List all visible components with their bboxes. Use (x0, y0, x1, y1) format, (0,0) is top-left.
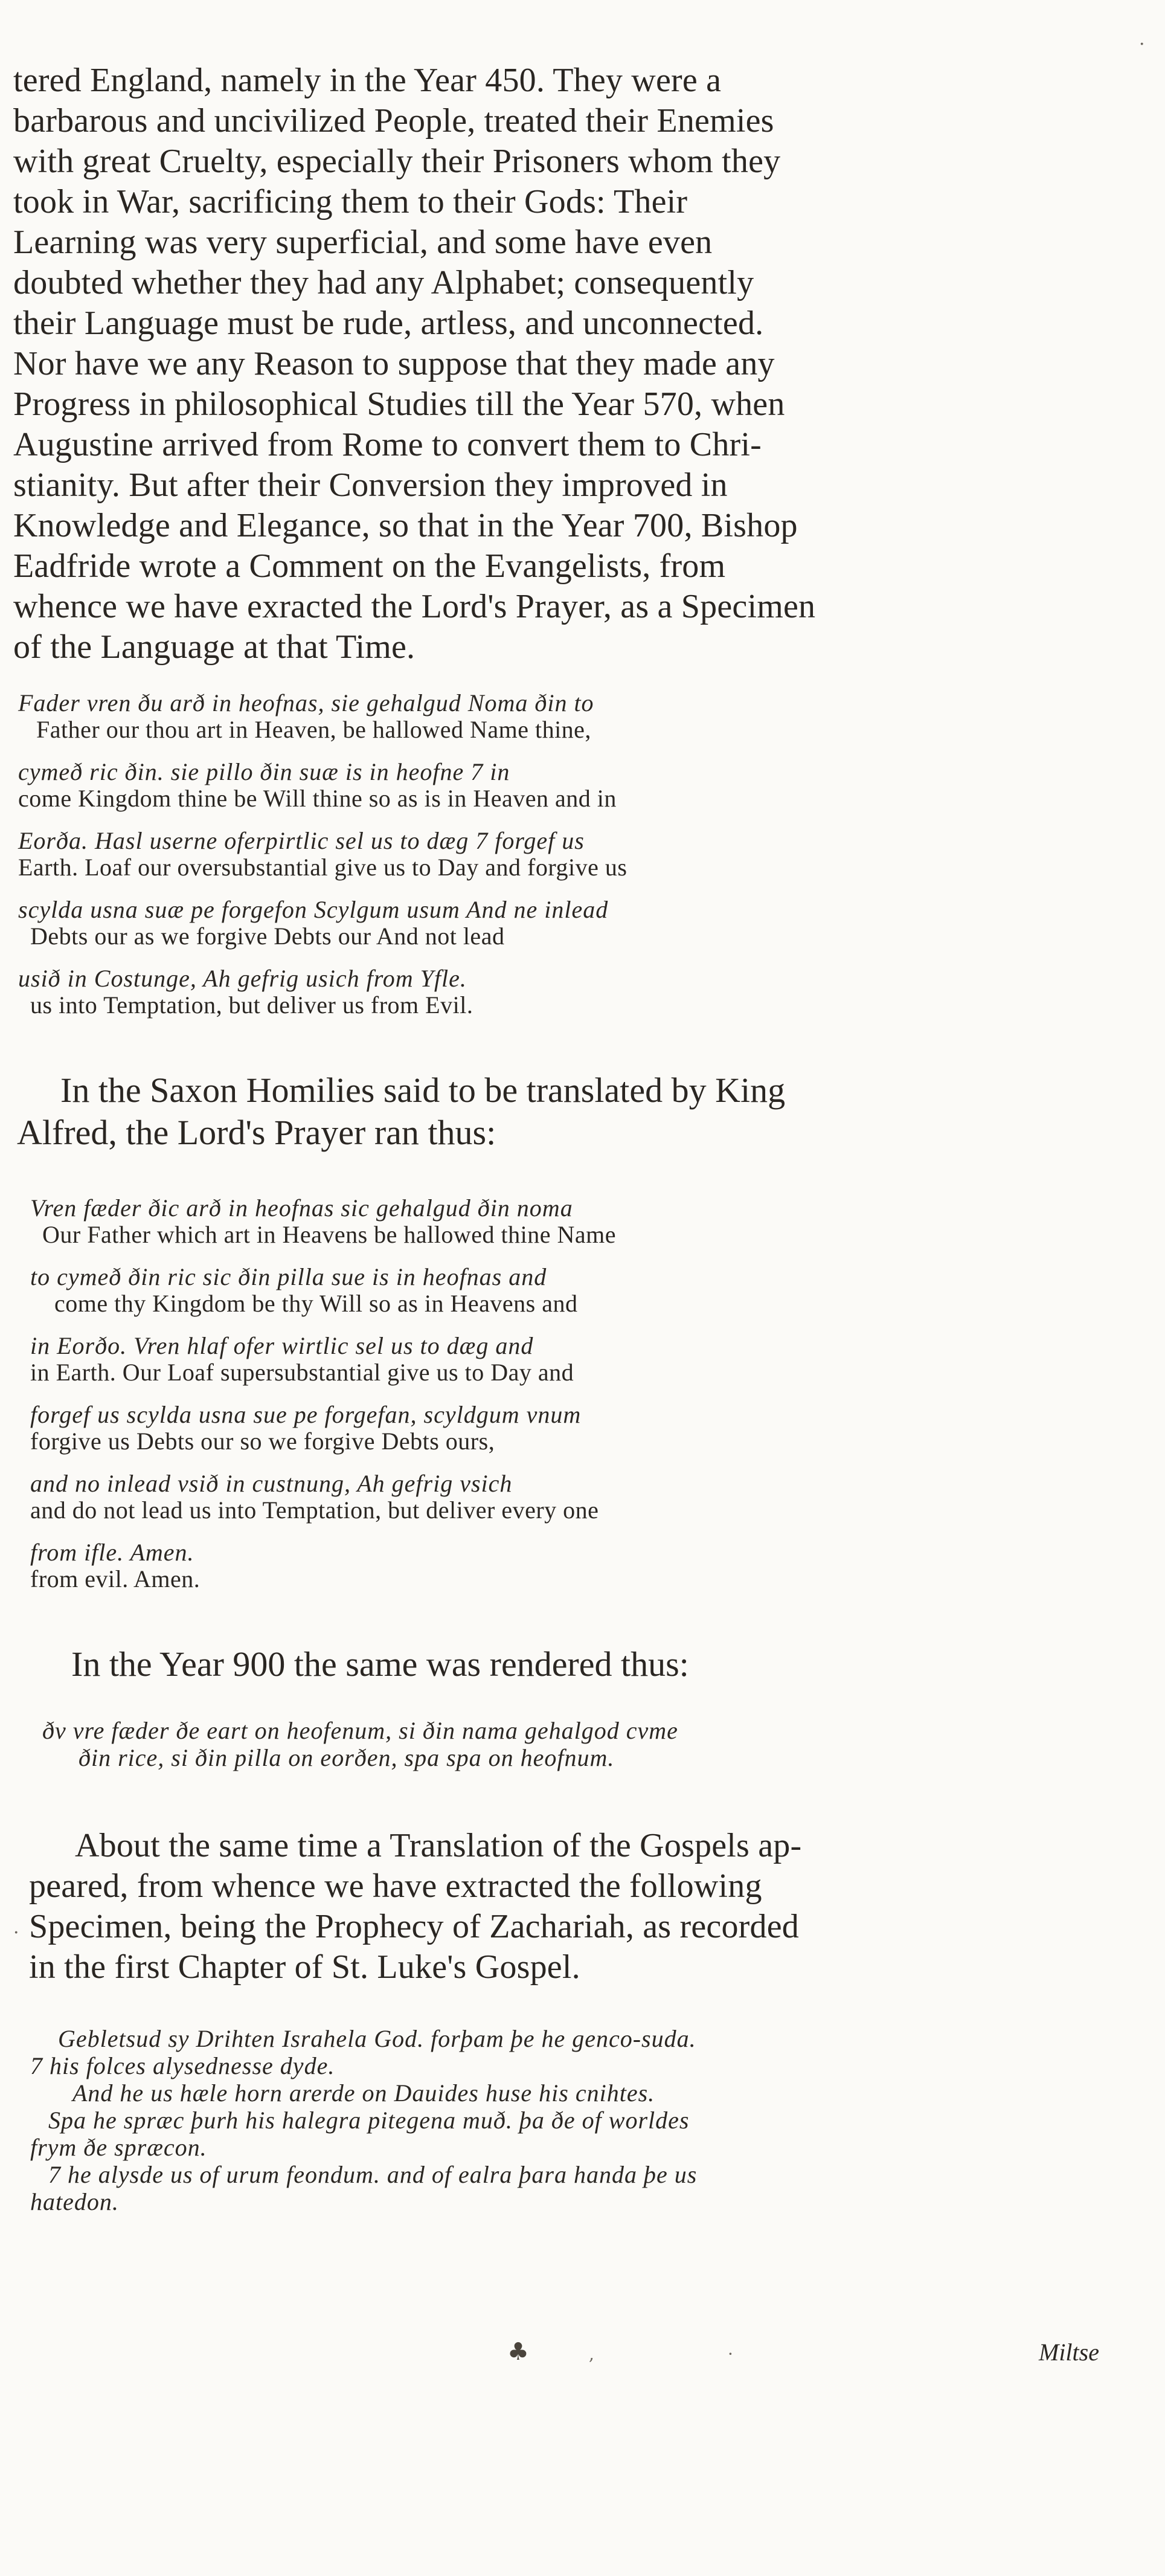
luke-specimen-text (30, 2025, 697, 2215)
intro-line: stianity. But after their Conversion they improved in (13, 466, 728, 504)
margin-dot: , (589, 2344, 594, 2364)
gospels-line: in the first Chapter of St. Luke's Gospel. (29, 1948, 580, 1986)
intro-line: of the Language at that Time. (13, 628, 416, 666)
intro-line: tered England, namely in the Year 450. They were a (13, 62, 722, 99)
english-gloss-line: Earth. Loaf our oversubstantial give us to Day and forgive us (18, 854, 627, 881)
intro-line: Eadfride wrote a Comment on the Evangelists, from (13, 547, 726, 585)
interlinear-pair (30, 1264, 616, 1317)
interlinear-pair (30, 1470, 616, 1524)
anglo-saxon-line: 7 his folces alysednesse dyde. (30, 2052, 335, 2079)
intro-paragraph (13, 60, 815, 668)
interlinear-pair (30, 1195, 616, 1248)
intro-line: Nor have we any Reason to suppose that they made any (13, 345, 775, 382)
margin-dot: · (13, 1922, 19, 1943)
gospels-line: peared, from whence we have extracted the following (29, 1867, 762, 1905)
anglo-saxon-line: frym ðe spræcon. (30, 2134, 207, 2161)
english-gloss-line: come thy Kingdom be thy Will so as in Heavens and (54, 1290, 578, 1317)
intro-line: Learning was very superficial, and some have even (13, 224, 713, 261)
intro-line: Progress in philosophical Studies till the Year 570, when (13, 385, 785, 423)
anglo-saxon-line: Spa he spræc þurh his halegra pitegena muð. þa ðe of worldes (48, 2107, 690, 2134)
anglo-saxon-line: forgef us scylda usna sue pe forgefan, scyldgum vnum (30, 1401, 582, 1428)
english-gloss-line: Father our thou art in Heaven, be hallowed Name thine, (36, 716, 591, 743)
heading-line: In the Year 900 the same was rendered thus: (71, 1644, 689, 1684)
english-gloss-line: Debts our as we forgive Debts our And not lead (30, 923, 505, 950)
anglo-saxon-line: And he us hæle horn arerde on Dauides huse his cnihtes. (72, 2079, 655, 2107)
intro-line: their Language must be rude, artless, and unconnected. (13, 304, 764, 342)
prayer-900-text (42, 1717, 678, 1771)
margin-dot: · (728, 2344, 733, 2364)
catchword: Miltse (1039, 2339, 1099, 2366)
ornament-icon: ♣ (507, 2338, 529, 2366)
intro-line: barbarous and uncivilized People, treated their Enemies (13, 102, 774, 140)
anglo-saxon-line: Eorða. Hasl userne oferpirtlic sel us to dæg 7 forgef us (18, 827, 585, 854)
intro-line: doubted whether they had any Alphabet; consequently (13, 264, 754, 301)
intro-line: with great Cruelty, especially their Prisoners whom they (13, 143, 781, 180)
anglo-saxon-line: to cymeð ðin ric sic ðin pilla sue is in heofnas and (30, 1263, 547, 1290)
interlinear-pair (30, 1333, 616, 1386)
anglo-saxon-line: in Eorðo. Vren hlaf ofer wirtlic sel us to dæg and (30, 1332, 534, 1359)
english-gloss-line: and do not lead us into Temptation, but deliver every one (30, 1496, 599, 1524)
anglo-saxon-line: Gebletsud sy Drihten Israhela God. forþam þe he genco-suda. (58, 2025, 696, 2052)
interlinear-pair (18, 690, 627, 743)
gospels-line: About the same time a Translation of the Gospels ap- (75, 1827, 802, 1864)
anglo-saxon-line: and no inlead vsið in custnung, Ah gefrig vsich (30, 1470, 513, 1497)
anglo-saxon-line: 7 he alysde us of urum feondum. and of ealra þara handa þe us (48, 2161, 698, 2188)
english-gloss-line: us into Temptation, but deliver us from Evil. (30, 991, 473, 1019)
anglo-saxon-line: ðin rice, si ðin pilla on eorðen, spa spa on heofnum. (79, 1744, 615, 1771)
heading-line: In the Saxon Homilies said to be translated by King (60, 1071, 786, 1110)
gospels-line: Specimen, being the Prophecy of Zachariah, as recorded (29, 1908, 799, 1945)
anglo-saxon-line: Fader vren ðu arð in heofnas, sie gehalgud Noma ðin to (18, 689, 594, 716)
interlinear-pair (18, 759, 627, 812)
year-900-heading (71, 1643, 689, 1686)
anglo-saxon-line: scylda usna suæ pe forgefon Scylgum usum And ne inlead (18, 896, 609, 923)
prayer-700-interlinear (18, 690, 627, 1034)
anglo-saxon-line: hatedon. (30, 2188, 119, 2215)
interlinear-pair (30, 1402, 616, 1455)
gospels-paragraph (29, 1826, 801, 1988)
anglo-saxon-line: cymeð ric ðin. sie pillo ðin suæ is in heofne 7 in (18, 758, 510, 785)
prayer-alfred-interlinear (30, 1195, 616, 1608)
intro-line: whence we have exracted the Lord's Prayer, as a Specimen (13, 588, 816, 625)
interlinear-pair (18, 828, 627, 881)
english-gloss-line: forgive us Debts our so we forgive Debts ours, (30, 1428, 495, 1455)
interlinear-pair (18, 965, 627, 1019)
english-gloss-line: Our Father which art in Heavens be hallowed thine Name (42, 1221, 617, 1248)
anglo-saxon-line: from ifle. Amen. (30, 1539, 194, 1566)
interlinear-pair (30, 1539, 616, 1592)
intro-line: Knowledge and Elegance, so that in the Year 700, Bishop (13, 507, 798, 544)
anglo-saxon-line: Vren fæder ðic arð in heofnas sic gehalgud ðin noma (30, 1194, 573, 1222)
saxon-homilies-heading (17, 1069, 786, 1154)
intro-line: Augustine arrived from Rome to convert them to Chri- (13, 426, 762, 463)
margin-dot: · (1139, 34, 1145, 55)
english-gloss-line: from evil. Amen. (30, 1565, 201, 1592)
anglo-saxon-line: usið in Costunge, Ah gefrig usich from Yfle. (18, 965, 467, 992)
english-gloss-line: in Earth. Our Loaf supersubstantial give us to Day and (30, 1359, 574, 1386)
anglo-saxon-line: ðv vre fæder ðe eart on heofenum, si ðin nama gehalgod cvme (42, 1717, 678, 1744)
interlinear-pair (18, 897, 627, 950)
heading-line: Alfred, the Lord's Prayer ran thus: (17, 1113, 496, 1152)
intro-line: took in War, sacrificing them to their Gods: Their (13, 183, 688, 221)
english-gloss-line: come Kingdom thine be Will thine so as is in Heaven and in (18, 785, 617, 812)
